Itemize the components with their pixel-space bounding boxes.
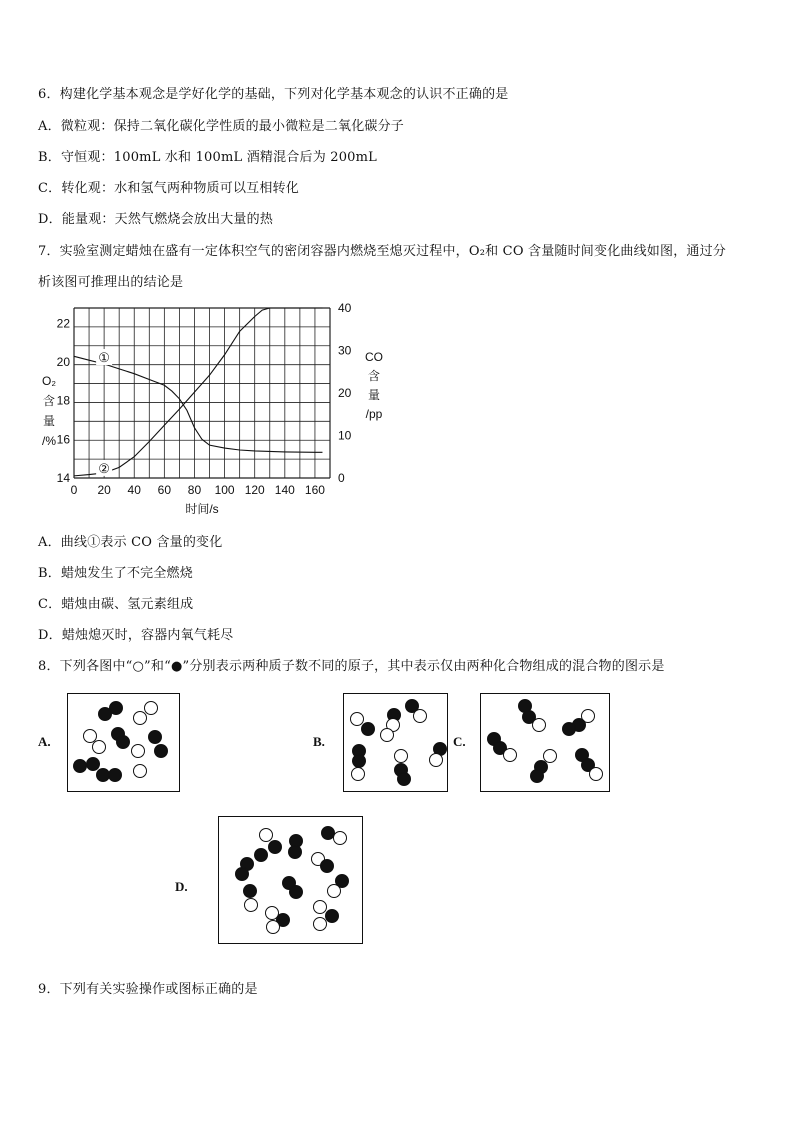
y-left-axis-label: 量 — [42, 414, 56, 428]
black-atom — [322, 827, 335, 840]
y-left-axis-label: O₂ — [42, 374, 56, 388]
black-atom — [236, 868, 249, 881]
x-tick-label: 160 — [304, 483, 325, 497]
q6-option-d: D．能量观：天然气燃烧会放出大量的热 — [38, 212, 274, 227]
q8-label-d: D. — [175, 879, 188, 894]
white-atom — [267, 921, 280, 934]
white-atom — [352, 768, 365, 781]
black-atom — [321, 860, 334, 873]
white-atom — [430, 754, 443, 767]
o2-co-line-chart — [30, 298, 390, 523]
black-atom — [74, 760, 87, 773]
particle-diagram-c — [480, 693, 610, 792]
black-atom — [289, 846, 302, 859]
q8-label-c: C. — [453, 734, 466, 749]
black-atom — [244, 885, 257, 898]
black-atom — [398, 773, 411, 786]
black-atom — [326, 910, 339, 923]
black-atom — [362, 723, 375, 736]
y-left-axis-label: /% — [41, 434, 57, 448]
x-tick-label: 100 — [214, 483, 235, 497]
black-atom — [149, 731, 162, 744]
q7-option-b: B．蜡烛发生了不完全燃烧 — [38, 566, 193, 581]
white-atom — [245, 899, 258, 912]
x-tick-label: 0 — [70, 483, 78, 497]
q7-option-c: C．蜡烛由碳、氢元素组成 — [38, 597, 194, 612]
q7-option-a: A．曲线①表示 CO 含量的变化 — [38, 535, 223, 550]
black-atom — [99, 708, 112, 721]
y-right-tick-label: 40 — [338, 301, 352, 315]
white-atom — [132, 745, 145, 758]
white-atom — [134, 712, 147, 725]
white-atom — [314, 901, 327, 914]
series-label: ① — [98, 350, 110, 366]
black-atom — [155, 745, 168, 758]
series-label: ② — [98, 460, 110, 476]
black-atom — [109, 769, 122, 782]
q6-stem: 6．构建化学基本观念是学好化学的基础，下列对化学基本观念的认识不正确的是 — [38, 87, 509, 102]
black-atom — [353, 755, 366, 768]
particle-diagram-d — [218, 816, 363, 944]
q7-option-d: D．蜡烛熄灭时，容器内氧气耗尽 — [38, 628, 234, 643]
x-tick-label: 60 — [157, 483, 172, 497]
y-right-tick-label: 20 — [338, 386, 352, 400]
white-atom — [504, 749, 517, 762]
black-atom — [117, 736, 130, 749]
white-atom — [145, 702, 158, 715]
y-left-tick-label: 20 — [56, 355, 70, 370]
q8-label-b: B. — [313, 734, 325, 749]
y-right-tick-label: 30 — [338, 343, 352, 358]
white-atom — [84, 730, 97, 743]
x-tick-label: 140 — [274, 483, 295, 497]
white-atom — [381, 729, 394, 742]
y-left-tick-label: 22 — [56, 316, 70, 331]
black-atom — [269, 841, 282, 854]
white-atom — [544, 750, 557, 763]
white-atom — [93, 741, 106, 754]
white-atom — [414, 710, 427, 723]
y-left-tick-label: 18 — [56, 393, 70, 408]
q9-stem: 9．下列有关实验操作或图标正确的是 — [38, 982, 258, 997]
y-left-axis-label: 含 — [42, 394, 56, 408]
q8-stem: 8．下列各图中“○”和“●”分别表示两种质子数不同的原子，其中表示仅由两种化合物组成的混合物的图示是 — [38, 659, 665, 674]
q7-stem-line1: 7．实验室测定蜡烛在盛有一定体积空气的密闭容器内燃烧至熄灭过程中，O₂和 CO 含量随时间变化曲线如图，通过分 — [38, 244, 727, 259]
black-atom — [97, 769, 110, 782]
y-right-tick-label: 0 — [338, 471, 345, 485]
black-atom — [563, 723, 576, 736]
white-atom — [134, 765, 147, 778]
particle-diagram-a — [67, 693, 180, 792]
x-tick-label: 80 — [187, 483, 202, 497]
x-tick-label: 120 — [244, 483, 265, 497]
x-tick-label: 40 — [127, 483, 141, 497]
white-atom — [590, 768, 603, 781]
q6-option-b: B．守恒观：100mL 水和 100mL 酒精混合后为 200mL — [38, 150, 378, 165]
white-atom — [314, 918, 327, 931]
q8-label-a: A. — [38, 734, 51, 749]
q6-option-c: C．转化观：水和氢气两种物质可以互相转化 — [38, 181, 299, 196]
y-right-tick-label: 10 — [338, 428, 352, 443]
y-right-axis-label: 量 — [367, 388, 381, 402]
y-right-axis-label: 含 — [367, 369, 381, 383]
white-atom — [351, 713, 364, 726]
white-atom — [260, 829, 273, 842]
white-atom — [328, 885, 341, 898]
particle-diagram-b — [343, 693, 448, 792]
y-left-tick-label: 14 — [56, 471, 70, 485]
white-atom — [334, 832, 347, 845]
q6-option-a: A．微粒观：保持二氧化碳化学性质的最小微粒是二氧化碳分子 — [38, 119, 404, 134]
y-left-tick-label: 16 — [56, 432, 70, 447]
x-tick-label: 20 — [97, 483, 111, 497]
y-right-axis-label: CO — [365, 350, 383, 364]
y-right-axis-label: /pp — [365, 407, 383, 421]
white-atom — [395, 750, 408, 763]
x-axis-label: 时间/s — [185, 502, 219, 516]
black-atom — [87, 758, 100, 771]
black-atom — [255, 849, 268, 862]
black-atom — [531, 770, 544, 783]
white-atom — [533, 719, 546, 732]
q7-stem-line2: 析该图可推理出的结论是 — [38, 275, 184, 290]
black-atom — [290, 886, 303, 899]
